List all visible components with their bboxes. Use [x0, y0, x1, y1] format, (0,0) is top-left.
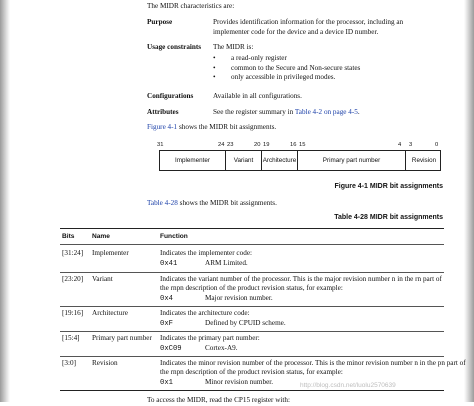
- cell-code-desc: Cortex-A9.: [205, 344, 238, 352]
- cell-code-desc: Minor revision number.: [205, 378, 274, 386]
- attributes-text: See the register summary in Table 4-2 on page 4-5.: [213, 108, 360, 116]
- configurations-text: Available in all configurations.: [213, 92, 302, 100]
- cell-bits: [15:4]: [62, 334, 80, 342]
- cell-function: Indicates the primary part number:: [160, 334, 260, 342]
- usage-label: Usage constraints: [147, 43, 202, 51]
- figure-reference: Figure 4-1 shows the MIDR bit assignments.: [147, 123, 277, 131]
- cell-code: 0x1: [160, 379, 173, 387]
- row-rule: [60, 272, 444, 273]
- field-variant: Variant: [226, 151, 262, 170]
- watermark: http://blog.csdn.net/luolu2570639: [300, 382, 396, 389]
- cell-function: Indicates the implementer code:: [160, 249, 253, 257]
- bit-number: 4: [398, 141, 402, 148]
- footer-partial-text: To access the MIDR, read the CP15 register with:: [147, 396, 291, 404]
- cell-bits: [31:24]: [62, 249, 84, 257]
- header-rule: [60, 244, 444, 245]
- field-revision: Revision: [411, 157, 437, 164]
- list-item: • a read-only register: [213, 54, 287, 62]
- list-item: • common to the Secure and Non-secure states: [213, 63, 361, 72]
- cell-name: Implementer: [92, 249, 129, 257]
- field-primary-part-number: Primary part number: [298, 151, 406, 170]
- cell-name: Revision: [92, 359, 118, 367]
- page-shadow-left: [0, 0, 10, 402]
- cell-bits: [3:0]: [62, 359, 76, 367]
- cell-name: Primary part number: [92, 334, 152, 342]
- row-rule: [60, 331, 444, 332]
- column-header-bits: Bits: [62, 233, 75, 240]
- bit-number: 20: [254, 141, 261, 148]
- bit-number: 3: [409, 141, 413, 148]
- column-header-name: Name: [92, 233, 110, 240]
- purpose-line-2: implementer code for the device and a device ID number.: [213, 28, 379, 36]
- table-4-28-link[interactable]: Table 4-28: [147, 199, 178, 207]
- figure-4-1-link[interactable]: Figure 4-1: [147, 123, 178, 131]
- configurations-label: Configurations: [147, 92, 194, 100]
- purpose-line-1: Provides identification information for the processor, including an: [213, 18, 404, 26]
- bit-number: 15: [299, 141, 306, 148]
- table-top-rule: [60, 228, 444, 229]
- field-architecture: Architecture: [262, 151, 298, 170]
- usage-intro: The MIDR is:: [213, 43, 254, 51]
- attributes-label: Attributes: [147, 108, 179, 116]
- cell-code-desc: Major revision number.: [205, 294, 273, 302]
- table-reference: Table 4-28 shows the MIDR bit assignments.: [147, 199, 277, 207]
- cell-function-line-2: the rnpn description of the product revision status, for example:: [160, 284, 343, 292]
- list-item: • only accessible in privileged modes.: [213, 73, 336, 82]
- figure-caption: Figure 4-1 MIDR bit assignments: [334, 183, 443, 190]
- bit-number: 24: [218, 141, 225, 148]
- page-shadow-right: [464, 0, 474, 402]
- cell-code: 0x4: [160, 295, 173, 303]
- bit-number: 16: [290, 141, 297, 148]
- cell-code-desc: Defined by CPUID scheme.: [205, 319, 286, 327]
- bit-number: 31: [157, 141, 164, 148]
- row-rule: [60, 356, 444, 357]
- cell-function: Indicates the variant number of the processor. This is the major revision number n in the rn part of: [160, 275, 442, 283]
- cell-bits: [19:16]: [62, 309, 84, 317]
- cell-name: Architecture: [92, 309, 128, 317]
- table-caption: Table 4-28 MIDR bit assignments: [334, 214, 443, 221]
- cell-function: Indicates the minor revision number of the processor. This is the minor revision number n in the pn part of: [160, 359, 466, 367]
- cell-code-desc: ARM Limited.: [205, 259, 248, 267]
- bit-number: 23: [227, 141, 234, 148]
- cell-code: 0xC09: [160, 345, 182, 353]
- field-implementer: Implementer: [160, 151, 226, 170]
- table-4-2-link[interactable]: Table 4-2 on page 4-5: [294, 108, 358, 116]
- column-header-function: Function: [160, 233, 188, 240]
- cell-name: Variant: [92, 275, 113, 283]
- purpose-label: Purpose: [147, 18, 173, 26]
- cell-code: 0xF: [160, 320, 173, 328]
- table-bottom-rule: [60, 390, 444, 391]
- row-rule: [60, 306, 444, 307]
- cell-code: 0x41: [160, 260, 178, 268]
- usage-bullet-list: [213, 54, 360, 83]
- bit-number: 0: [435, 141, 439, 148]
- cell-function-line-2: the rnpn description of the product revision status, for example:: [160, 368, 343, 376]
- intro-text: The MIDR characteristics are:: [147, 2, 235, 10]
- cell-function: Indicates the architecture code:: [160, 309, 250, 317]
- cell-bits: [23:20]: [62, 275, 84, 283]
- bit-number: 19: [263, 141, 270, 148]
- midr-bit-diagram: [159, 150, 441, 171]
